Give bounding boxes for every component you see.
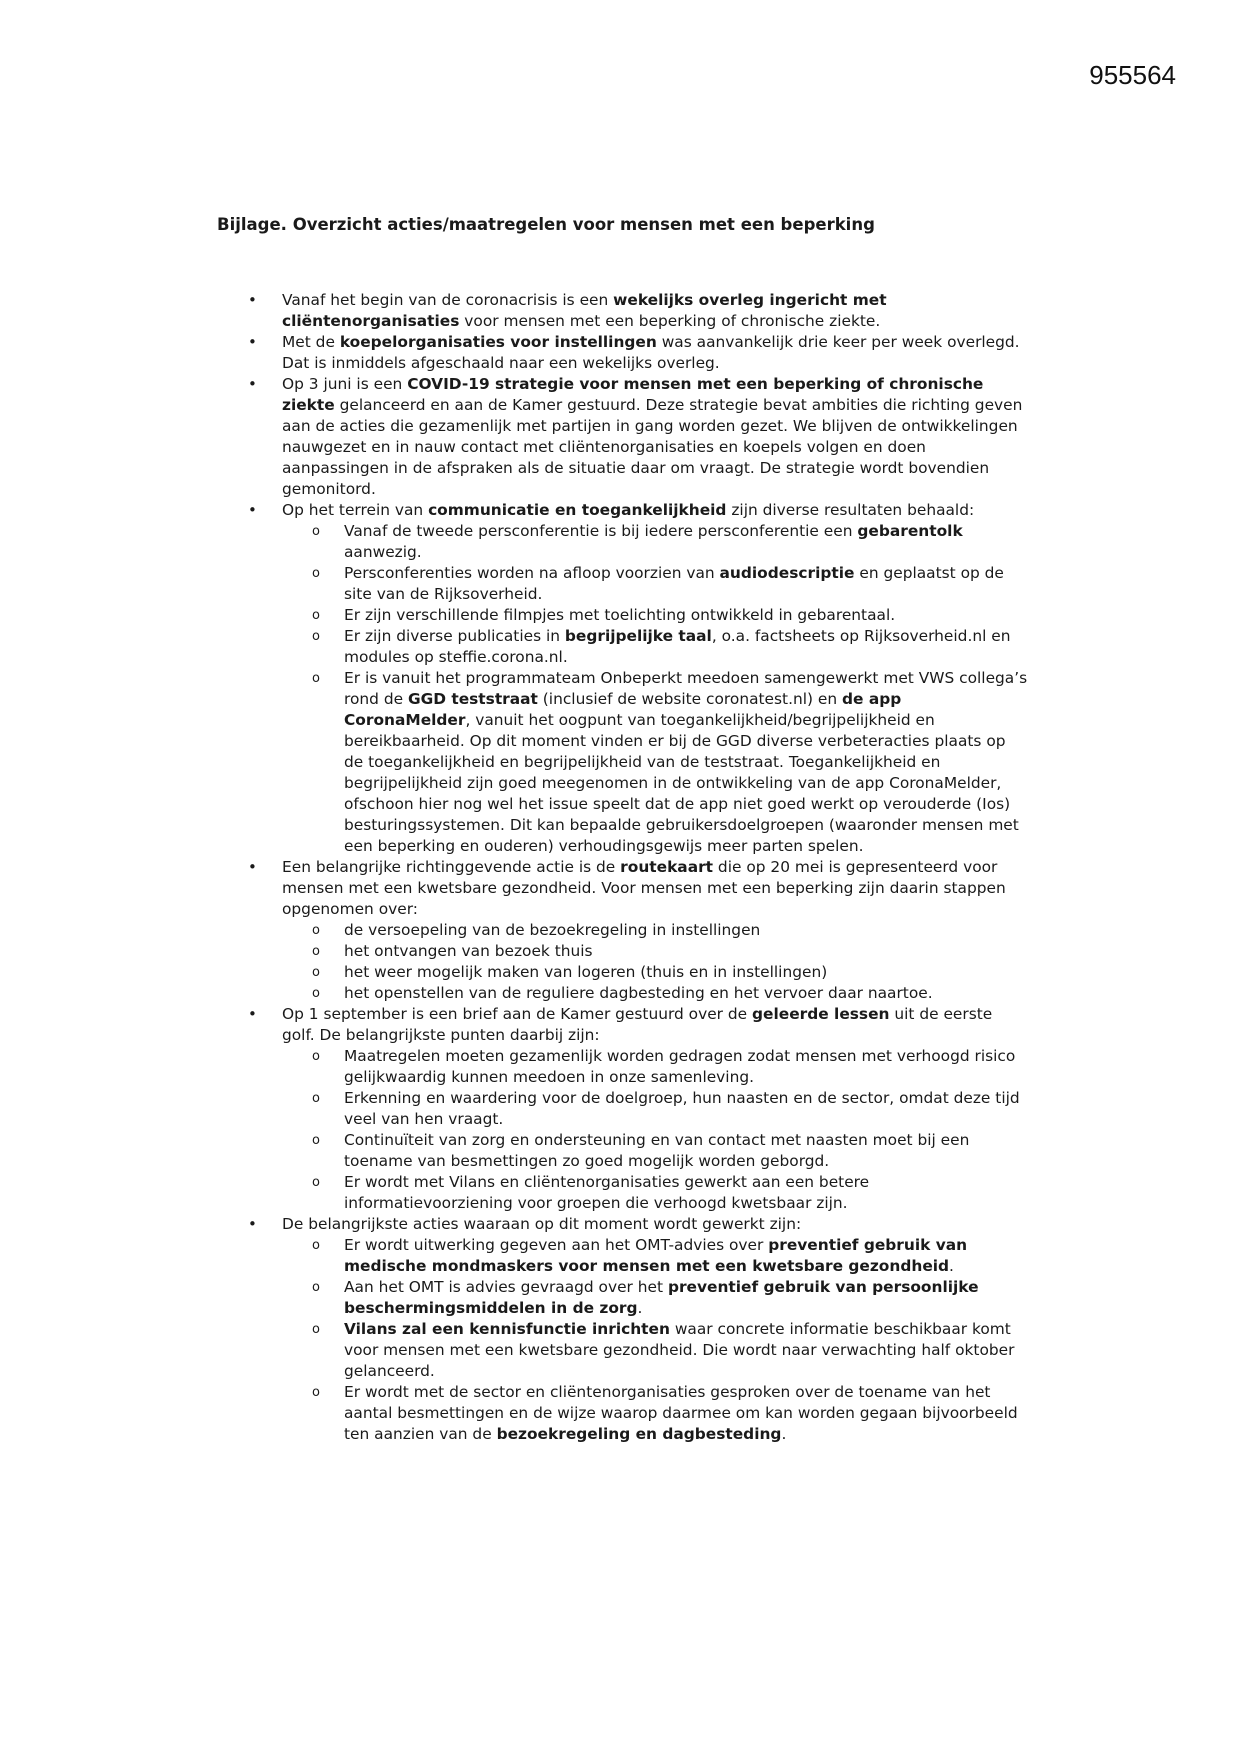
circle-bullet-icon: o <box>312 524 320 539</box>
sub-list-item <box>312 983 1028 1004</box>
text-segment: Er wordt met Vilans en cliëntenorganisaties gewerkt aan een betere informatievoorziening voor groepen die verhoogd kwetsbaar zijn. <box>344 1173 870 1212</box>
text-segment: Op 3 juni is een <box>282 375 408 393</box>
sub-list-item <box>312 1382 1028 1445</box>
bold-text: begrijpelijke taal <box>564 627 712 645</box>
bold-text: preventief gebruik van persoonlijke beschermingsmiddelen in de zorg <box>344 1278 979 1317</box>
sub-list <box>312 521 1028 857</box>
bold-text: preventief gebruik van medische mondmaskers voor mensen met een kwetsbare gezondheid <box>344 1236 968 1275</box>
sub-list-item <box>312 1172 1028 1214</box>
bullet-icon: • <box>248 333 257 351</box>
bullet-icon: • <box>248 501 257 519</box>
list-item <box>248 290 1028 332</box>
text-segment: het openstellen van de reguliere dagbesteding en het vervoer daar naartoe. <box>344 984 933 1002</box>
sub-list-item-text <box>344 1089 1020 1128</box>
text-segment: het ontvangen van bezoek thuis <box>344 942 593 960</box>
bold-text: COVID-19 strategie voor mensen met een beperking of chronische ziekte <box>282 375 984 414</box>
sub-list-item <box>312 626 1028 668</box>
sub-list-item <box>312 605 1028 626</box>
text-segment: en geplaatst op de site van de Rijksoverheid. <box>344 564 1004 603</box>
text-segment: . <box>781 1425 787 1443</box>
sub-list-item <box>312 941 1028 962</box>
sub-list-item <box>312 1277 1028 1319</box>
list-item <box>248 1004 1028 1214</box>
circle-bullet-icon: o <box>312 1175 320 1190</box>
list-item-text <box>282 333 1020 372</box>
text-segment: Er wordt uitwerking gegeven aan het OMT-advies over <box>344 1236 769 1254</box>
circle-bullet-icon: o <box>312 629 320 644</box>
bullet-icon: • <box>248 375 257 393</box>
text-segment: Een belangrijke richtinggevende actie is de <box>282 858 621 876</box>
document-number: 955564 <box>1089 60 1176 90</box>
list-item-text <box>282 375 1022 498</box>
text-segment: Op het terrein van <box>282 501 429 519</box>
bold-text: geleerde lessen <box>752 1005 890 1023</box>
sub-list-item-text <box>344 564 1004 603</box>
circle-bullet-icon: o <box>312 671 320 686</box>
list-item <box>248 374 1028 500</box>
bullet-icon: • <box>248 1005 257 1023</box>
sub-list <box>312 920 1028 1004</box>
text-segment: Er zijn verschillende filmpjes met toelichting ontwikkeld in gebarentaal. <box>344 606 896 624</box>
sub-list-item <box>312 668 1028 857</box>
action-list <box>248 290 1028 1445</box>
list-item-text <box>282 858 1006 918</box>
circle-bullet-icon: o <box>312 965 320 980</box>
sub-list-item-text <box>344 921 760 939</box>
bold-text: bezoekregeling en dagbesteding <box>496 1425 782 1443</box>
bold-text: gebarentolk <box>857 522 963 540</box>
circle-bullet-icon: o <box>312 1322 320 1337</box>
text-segment: Aan het OMT is advies gevraagd over het <box>344 1278 668 1296</box>
circle-bullet-icon: o <box>312 566 320 581</box>
text-segment: de versoepeling van de bezoekregeling in instellingen <box>344 921 761 939</box>
circle-bullet-icon: o <box>312 1238 320 1253</box>
text-segment: Er zijn diverse publicaties in <box>344 627 565 645</box>
circle-bullet-icon: o <box>312 923 320 938</box>
text-segment: (inclusief de website coronatest.nl) en <box>537 690 843 708</box>
text-segment: Vanaf het begin van de coronacrisis is een <box>282 291 614 309</box>
sub-list-item-text <box>344 963 827 981</box>
bold-text: de app CoronaMelder <box>344 690 902 729</box>
bold-text: GGD teststraat <box>407 690 538 708</box>
text-segment: Er is vanuit het programmateam Onbeperkt meedoen samengewerkt met VWS collega’s rond de <box>344 669 1028 708</box>
sub-list-item-text <box>344 1383 1018 1443</box>
text-segment: Continuïteit van zorg en ondersteuning en van contact met naasten moet bij een toename van besmettingen zo goed mogelijk worden geborgd. <box>344 1131 970 1170</box>
text-segment: zijn diverse resultaten behaald: <box>726 501 975 519</box>
text-segment: het weer mogelijk maken van logeren (thuis en in instellingen) <box>344 963 828 981</box>
text-segment: was aanvankelijk drie keer per week overlegd. Dat is inmiddels afgeschaald naar een wekelijks overleg. <box>282 333 1020 372</box>
text-segment: Erkenning en waardering voor de doelgroep, hun naasten en de sector, omdat deze tijd veel van hen vraagt. <box>344 1089 1020 1128</box>
sub-list-item-text <box>344 522 963 561</box>
sub-list-item <box>312 1088 1028 1130</box>
circle-bullet-icon: o <box>312 608 320 623</box>
list-item-text <box>282 291 887 330</box>
bullet-icon: • <box>248 291 257 309</box>
text-segment: . <box>949 1257 954 1275</box>
sub-list-item <box>312 1046 1028 1088</box>
list-item-text <box>282 1005 992 1044</box>
sub-list-item-text <box>344 1173 869 1212</box>
list-item <box>248 1214 1028 1445</box>
sub-list-item-text <box>344 984 933 1002</box>
sub-list-item-text <box>344 1131 969 1170</box>
text-segment: Vanaf de tweede persconferentie is bij iedere persconferentie een <box>344 522 858 540</box>
document-body <box>248 290 1028 1445</box>
bullet-icon: • <box>248 1215 257 1233</box>
text-segment: Er wordt met de sector en cliëntenorganisaties gesproken over de toename van het aantal besmettingen en de wijze waarop daarmee om kan worden gegaan bijvoorbeeld ten aanzien van de <box>344 1383 1018 1443</box>
sub-list-item-text <box>344 1320 1014 1380</box>
list-item-text <box>282 1215 801 1233</box>
text-segment: waar concrete informatie beschikbaar komt voor mensen met een kwetsbare gezondheid. Die wordt naar verwachting half oktober gelanceerd. <box>344 1320 1015 1380</box>
list-item <box>248 332 1028 374</box>
text-segment: Met de <box>282 333 340 351</box>
sub-list <box>312 1046 1028 1214</box>
text-segment: Op 1 september is een brief aan de Kamer gestuurd over de <box>282 1005 753 1023</box>
text-segment: . <box>637 1299 643 1317</box>
bold-text: wekelijks overleg ingericht met cliëntenorganisaties <box>282 291 887 330</box>
sub-list-item <box>312 563 1028 605</box>
sub-list-item-text <box>344 1047 1015 1086</box>
text-segment: aanwezig. <box>344 543 422 561</box>
sub-list-item-text <box>344 606 895 624</box>
sub-list-item-text <box>344 942 593 960</box>
sub-list-item <box>312 1130 1028 1172</box>
sub-list-item <box>312 1319 1028 1382</box>
text-segment: die op 20 mei is gepresenteerd voor mensen met een kwetsbare gezondheid. Voor mensen met een beperking zijn daarin stappen opgenomen over: <box>282 858 1006 918</box>
sub-list-item-text <box>344 627 1010 666</box>
sub-list-item-text <box>344 1278 979 1317</box>
bold-text: audiodescriptie <box>719 564 855 582</box>
circle-bullet-icon: o <box>312 1280 320 1295</box>
text-segment: , vanuit het oogpunt van toegankelijkheid/begrijpelijkheid en bereikbaarheid. Op dit moment vinden er bij de GGD diverse verbeteracties plaats op de toegankelijkheid en begrijpelijkheid van de teststraat. Toegankelijkheid en begrijpelijkheid zijn goed meegenomen in de ontwikkeling van de app CoronaMelder, ofschoon hier nog wel het issue speelt dat de app niet goed werkt op verouderde (Ios) besturingssystemen. Dit kan bepaalde gebruikersdoelgroepen (waaronder mensen met een beperking en ouderen) verhoudingsgewijs meer parten spelen. <box>344 711 1019 855</box>
bold-text: koepelorganisaties voor instellingen <box>339 333 657 351</box>
sub-list-item-text <box>344 1236 967 1275</box>
document-title: Bijlage. Overzicht acties/maatregelen voor mensen met een beperking <box>217 215 875 234</box>
bold-text: communicatie en toegankelijkheid <box>428 501 727 519</box>
bold-text: Vilans zal een kennisfunctie inrichten <box>344 1320 670 1338</box>
sub-list-item <box>312 920 1028 941</box>
text-segment: Maatregelen moeten gezamenlijk worden gedragen zodat mensen met verhoogd risico gelijkwaardig kunnen meedoen in onze samenleving. <box>344 1047 1016 1086</box>
text-segment: uit de eerste golf. De belangrijkste punten daarbij zijn: <box>282 1005 993 1044</box>
text-segment: , o.a. factsheets op Rijksoverheid.nl en modules op steffie.corona.nl. <box>344 627 1011 666</box>
list-item-text <box>282 501 974 519</box>
bullet-icon: • <box>248 858 257 876</box>
sub-list-item <box>312 1235 1028 1277</box>
circle-bullet-icon: o <box>312 1385 320 1400</box>
text-segment: voor mensen met een beperking of chronische ziekte. <box>459 312 881 330</box>
list-item <box>248 500 1028 857</box>
sub-list-item <box>312 521 1028 563</box>
sub-list-item <box>312 962 1028 983</box>
circle-bullet-icon: o <box>312 944 320 959</box>
circle-bullet-icon: o <box>312 1049 320 1064</box>
bold-text: routekaart <box>620 858 714 876</box>
circle-bullet-icon: o <box>312 1091 320 1106</box>
sub-list <box>312 1235 1028 1445</box>
list-item <box>248 857 1028 1004</box>
text-segment: De belangrijkste acties waaraan op dit moment wordt gewerkt zijn: <box>282 1215 802 1233</box>
sub-list-item-text <box>344 669 1027 855</box>
text-segment: Persconferenties worden na afloop voorzien van <box>344 564 720 582</box>
text-segment: gelanceerd en aan de Kamer gestuurd. Deze strategie bevat ambities die richting geven aan de acties die gezamenlijk met partijen in gang worden gezet. We blijven de ontwikkelingen nauwgezet en in nauw contact met cliëntenorganisaties en koepels volgen en doen aanpassingen in de afspraken als de situatie daar om vraagt. De strategie wordt bovendien gemonitord. <box>282 396 1023 498</box>
circle-bullet-icon: o <box>312 1133 320 1148</box>
circle-bullet-icon: o <box>312 986 320 1001</box>
